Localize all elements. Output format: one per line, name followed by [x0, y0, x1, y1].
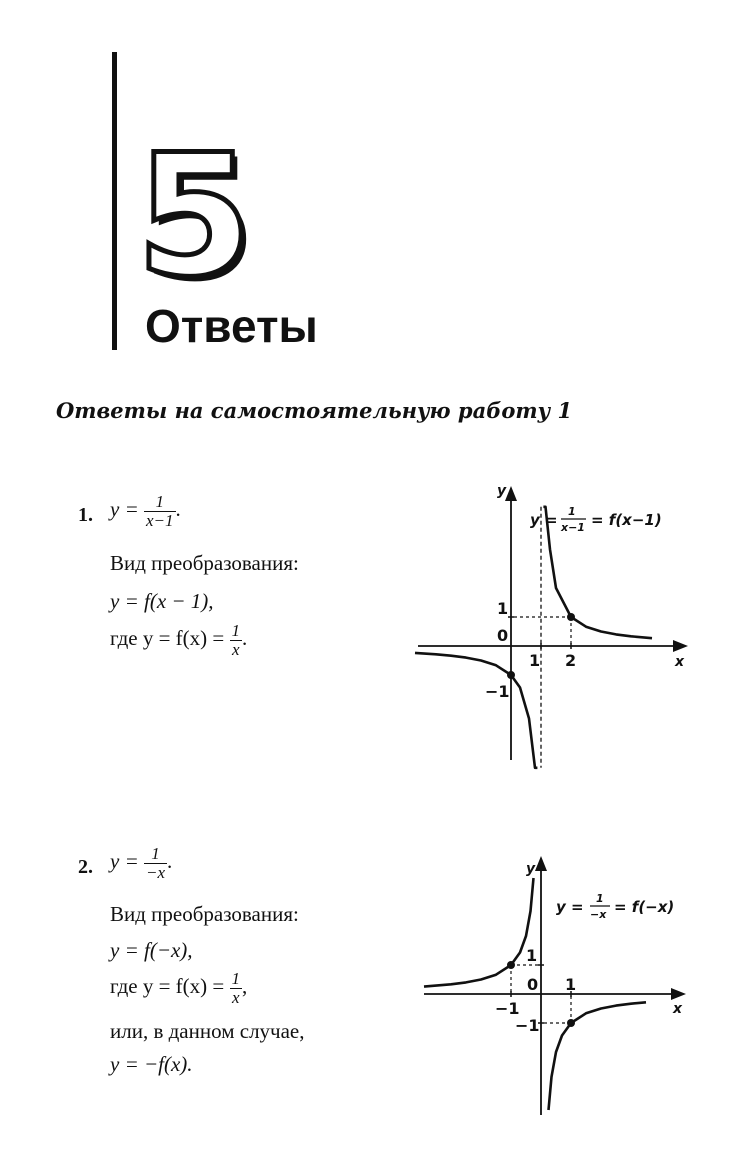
chapter-title: Ответы: [145, 300, 318, 352]
curve-label-num: 1: [568, 505, 576, 518]
tick-y-m1: −1: [485, 682, 510, 701]
curve-label-lhs: y =: [530, 511, 558, 529]
tick-x-2: 2: [565, 651, 577, 670]
chapter-number: 5: [136, 118, 253, 314]
item-2-number: 2.: [78, 856, 93, 878]
item-2-formula: y = $\frac{1}{-x}$ .: [110, 844, 173, 882]
section-title: Ответы на самостоятельную работу 1: [56, 398, 573, 423]
tick-y-m1: −1: [515, 1016, 540, 1035]
item-1-number: 1.: [78, 504, 93, 526]
curve-label-rhs: = f(−x): [614, 898, 675, 916]
x-axis-arrow: [671, 988, 686, 1000]
item-1-transform-label: Вид преобразования:: [110, 551, 299, 575]
item-1-transform: y = f(x − 1),: [110, 589, 214, 613]
tick-x-1: 1: [529, 651, 541, 670]
item-1-formula: y = $\frac{1}{x-1}$ .: [110, 492, 181, 530]
curve-branch-left: [424, 878, 534, 987]
tick-y-1: 1: [526, 946, 538, 965]
item-1-where: где y = f(x) = $\frac{1}{x}$ .: [110, 621, 248, 659]
tick-y-1: 1: [497, 599, 509, 618]
curve-label-num: 1: [596, 892, 604, 905]
item-2-transform-label: Вид преобразования:: [110, 902, 299, 926]
tick-x-m1: −1: [495, 999, 520, 1018]
curve-label-rhs: = f(x−1): [591, 511, 662, 529]
item-1-fraction: $\frac{1}{x-1}$: [146, 492, 174, 530]
curve-branch-right: [549, 1002, 647, 1110]
tick-origin: 0: [497, 626, 509, 645]
tick-x-1: 1: [565, 975, 577, 994]
curve-label-lhs: y =: [556, 898, 584, 916]
item-2-extra-line-1: или, в данном случае,: [110, 1019, 305, 1043]
y-axis-label: y: [526, 861, 536, 877]
item-2-fraction: $\frac{1}{-x}$: [146, 844, 166, 882]
curve-label-den: −x: [590, 908, 607, 921]
item-2-extra-line-2: y = −f(x).: [110, 1052, 193, 1076]
item-2-transform: y = f(−x),: [110, 938, 193, 962]
y-axis-arrow: [535, 856, 547, 871]
curve-label-den: x−1: [561, 521, 585, 534]
x-axis-label: x: [673, 1001, 683, 1017]
item-2-where: где y = f(x) = $\frac{1}{x}$ ,: [110, 969, 248, 1007]
y-axis-label: y: [497, 483, 507, 499]
tick-origin: 0: [527, 975, 539, 994]
x-axis-label: x: [675, 654, 685, 670]
